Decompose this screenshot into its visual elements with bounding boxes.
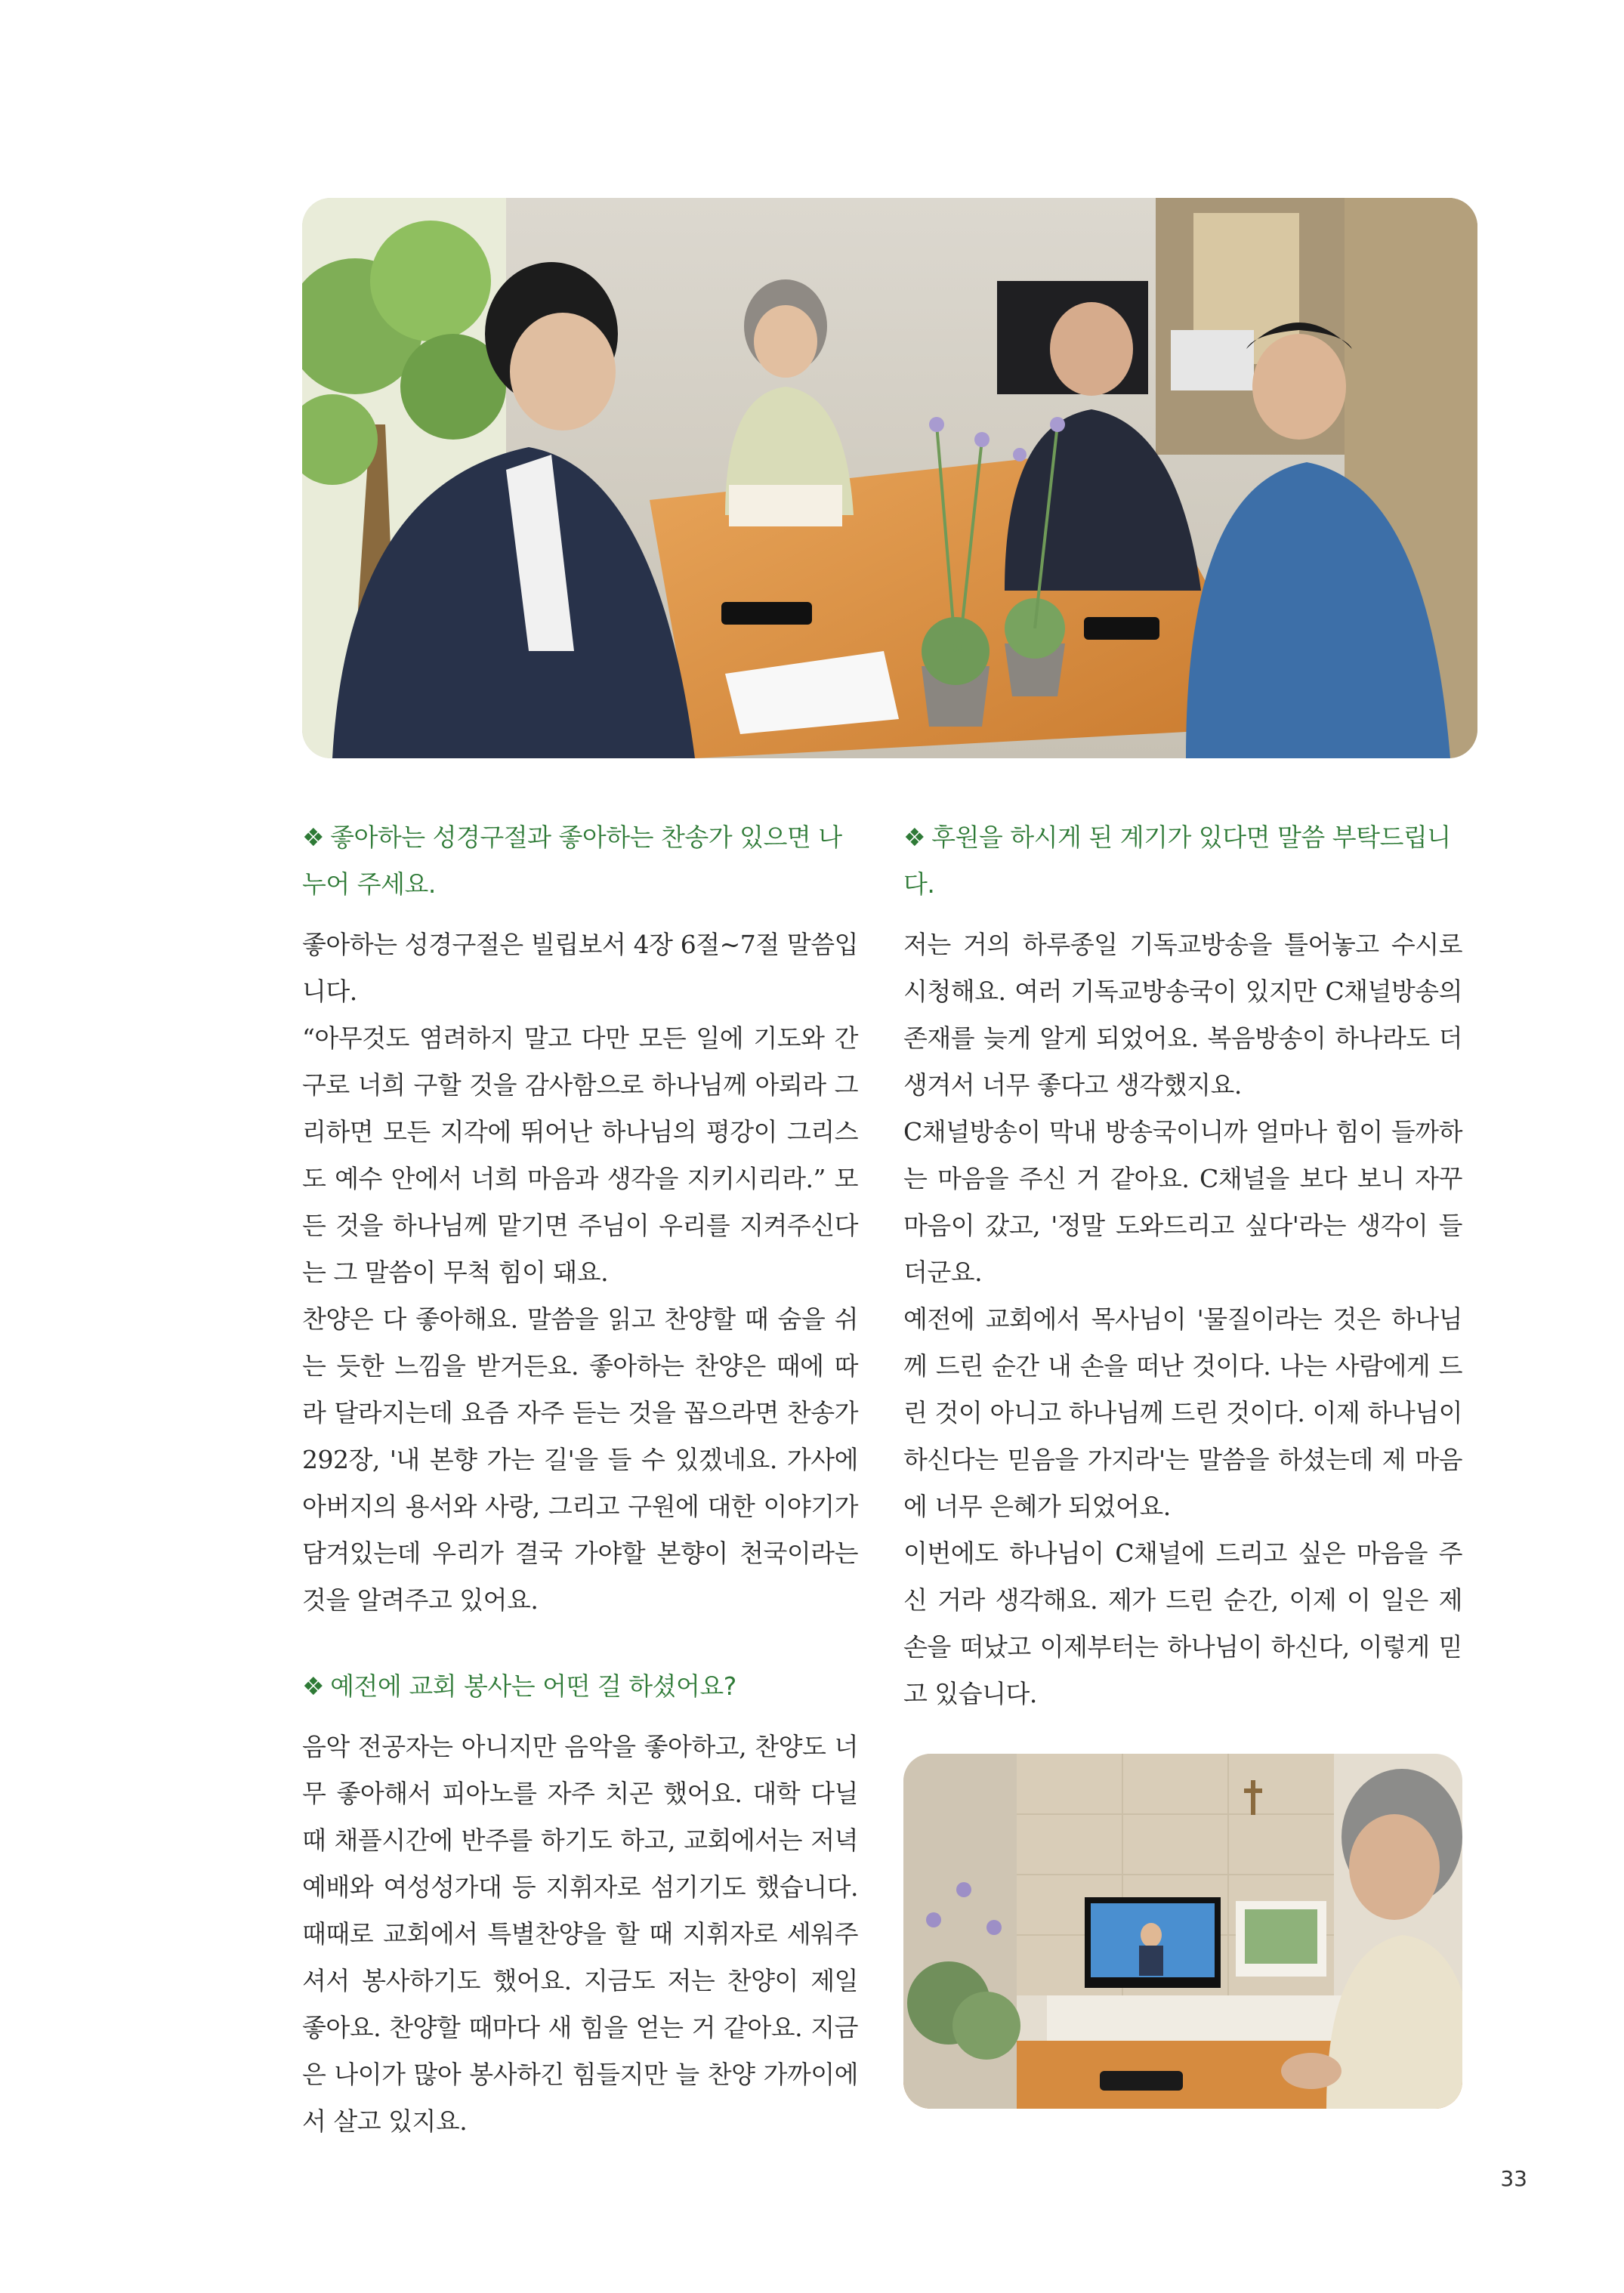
answer-paragraph: “아무것도 염려하지 말고 다만 모든 일에 기도와 간구로 너희 구할 것을 감사함으로 하나님께 아뢰라 그리하면 모든 지각에 뛰어난 하나님의 평강이 그리스도 예수 안에서 너희 마음과 생각을 지키시리라.” 모든 것을 하나님께 맡기면 주님이 우리를 지켜주신다는 그 말씀이 무척 힘이 돼요. (302, 1023, 858, 1287)
answer-paragraph: C채널방송이 막내 방송국이니까 얼마나 힘이 들까하는 마음을 주신 거 같아요. C채널을 보다 보니 자꾸 마음이 갔고, '정말 도와드리고 싶다'라는 생각이 들더군요. (903, 1117, 1462, 1287)
photo-bible-study-graphic (302, 198, 1477, 758)
answer-paragraph: 찬양은 다 좋아해요. 말씀을 읽고 찬양할 때 숨을 쉬는 듯한 느낌을 받거든요. 좋아하는 찬양은 때에 따라 달라지는데 요즘 자주 듣는 것을 꼽으라면 찬송가 292장, '내 본향 가는 길'을 들 수 있겠네요. 가사에 아버지의 용서와 사랑, 그리고 구원에 대한 이야기가 담겨있는데 우리가 결국 가야할 본향이 천국이라는 것을 알려주고 있어요. (302, 1304, 858, 1615)
diamond-bullet-icon: ❖ (302, 822, 325, 852)
page-number: 33 (1500, 2166, 1527, 2191)
article-left-column (302, 814, 858, 2145)
photo-bible-study-group (302, 198, 1477, 758)
question-heading-donation-reason: ❖ 후원을 하시게 된 계기가 있다면 말씀 부탁드립니다. (903, 822, 1451, 899)
answer-paragraph: 음악 전공자는 아니지만 음악을 좋아하고, 찬양도 너무 좋아해서 피아노를 자주 치곤 했어요. 대학 다닐 때 채플시간에 반주를 하기도 하고, 교회에서는 저녁예배와 여성성가대 등 지휘자로 섬기기도 했습니다. 때때로 교회에서 특별찬양을 할 때 지휘자로 세워주셔서 봉사하기도 했어요. 지금도 저는 찬양이 제일 좋아요. 찬양할 때마다 새 힘을 얻는 거 같아요. 지금은 나이가 많아 봉사하긴 힘들지만 늘 찬양 가까이에서 살고 있지요. (302, 1732, 858, 2136)
answer-paragraph: 저는 거의 하루종일 기독교방송을 틀어놓고 수시로 시청해요. 여러 기독교방송국이 있지만 C채널방송의 존재를 늦게 알게 되었어요. 복음방송이 하나라도 더 생겨서 너무 좋다고 생각했지요. (903, 930, 1462, 1100)
answer-paragraph: 예전에 교회에서 목사님이 '물질이라는 것은 하나님께 드린 순간 내 손을 떠난 것이다. 나는 사람에게 드린 것이 아니고 하나님께 드린 것이다. 이제 하나님이 하신다는 믿음을 가지라'는 말씀을 하셨는데 제 마음에 너무 은혜가 되었어요. (903, 1304, 1462, 1521)
photo-watching-tv-graphic (903, 1754, 1462, 2109)
answer-paragraph: 좋아하는 성경구절은 빌립보서 4장 6절~7절 말씀입니다. (302, 930, 858, 1006)
diamond-bullet-icon: ❖ (302, 1671, 325, 1701)
question-heading-church-service: ❖ 예전에 교회 봉사는 어떤 걸 하셨어요? (302, 1671, 736, 1701)
article-right-column (903, 814, 1462, 1717)
photo-watching-tv (903, 1754, 1462, 2109)
answer-paragraph: 이번에도 하나님이 C채널에 드리고 싶은 마음을 주신 거라 생각해요. 제가 드린 순간, 이제 이 일은 제 손을 떠났고 이제부터는 하나님이 하신다, 이렇게 믿고 있습니다. (903, 1538, 1462, 1708)
question-heading-favorite-verse: ❖ 좋아하는 성경구절과 좋아하는 찬송가 있으면 나누어 주세요. (302, 822, 842, 899)
diamond-bullet-icon: ❖ (903, 822, 926, 852)
